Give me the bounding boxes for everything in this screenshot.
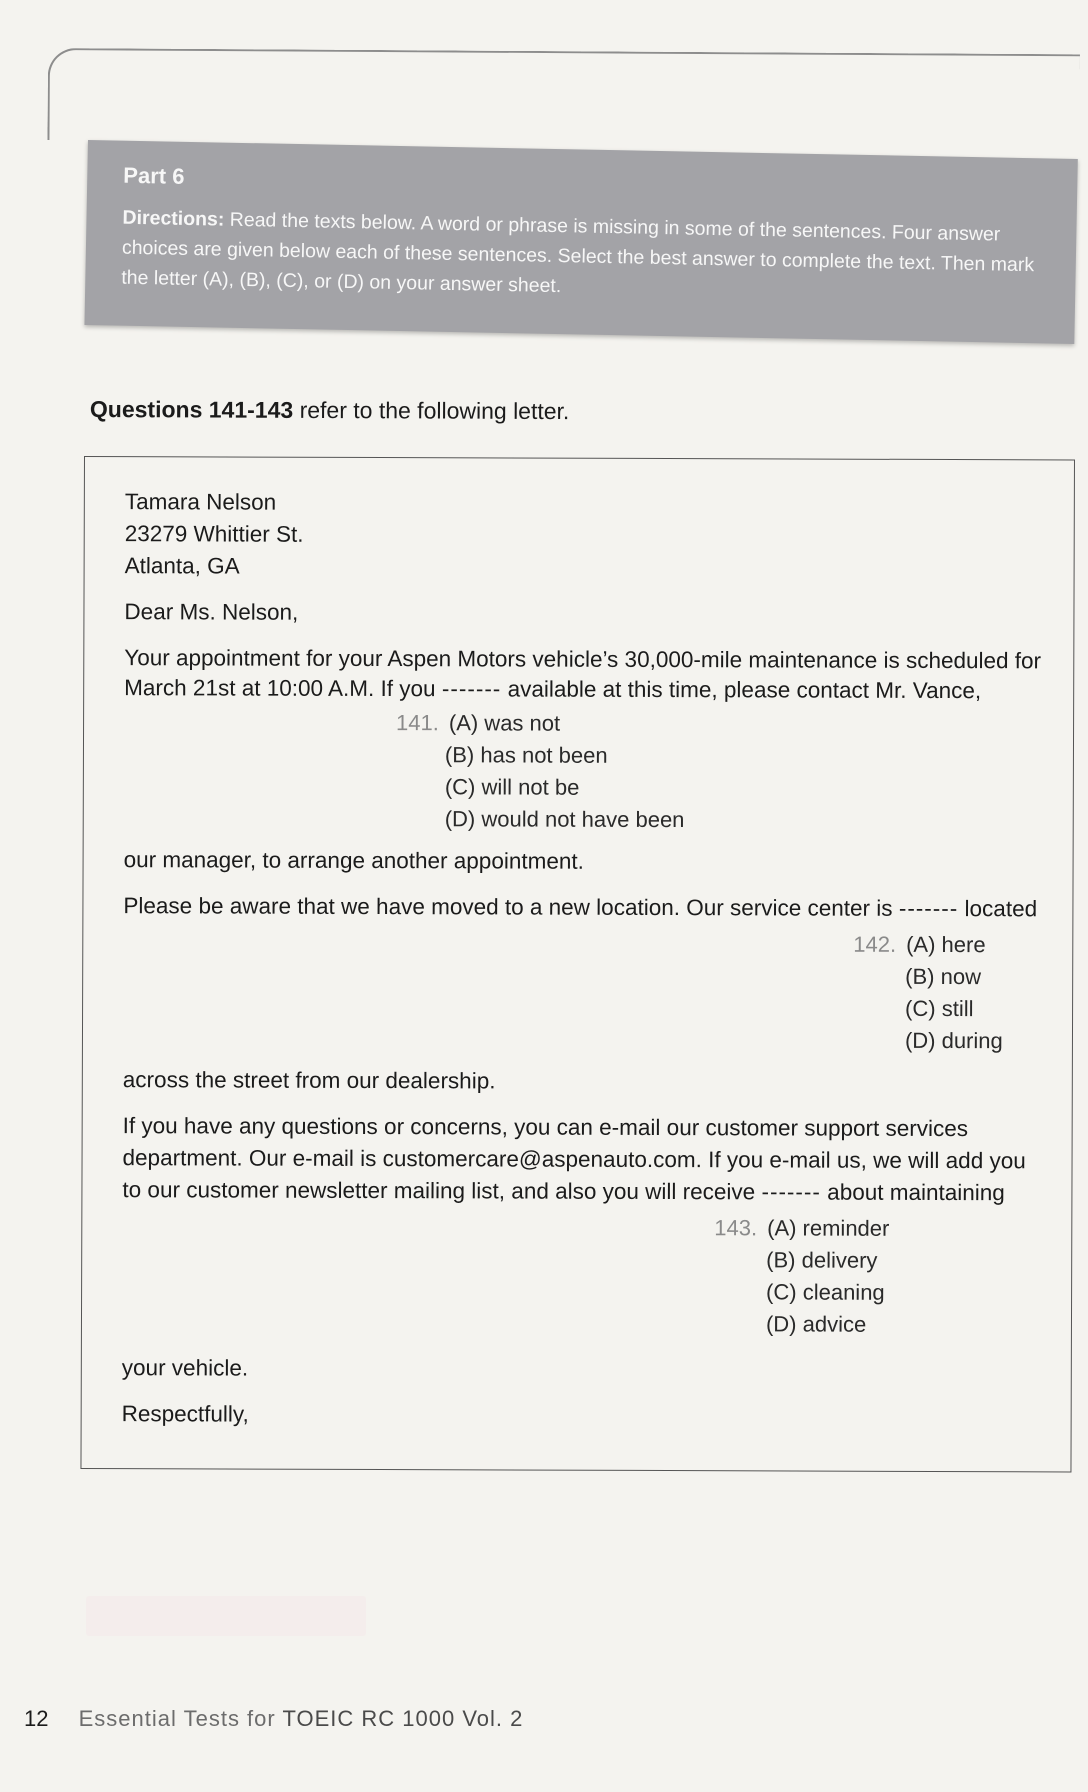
page-edge xyxy=(47,48,1080,146)
directions-text xyxy=(121,203,1047,311)
q143-option-a: 143. (A) reminder xyxy=(714,1215,890,1241)
q141-option-b: (B) has not been xyxy=(444,742,608,768)
question-heading-rest: refer to the following letter. xyxy=(299,396,570,425)
book-title: Essential Tests for TOEIC RC 1000 Vol. 2 xyxy=(78,1706,524,1731)
salutation: Dear Ms. Nelson, xyxy=(124,599,299,625)
paragraph2-end: located xyxy=(964,896,1038,922)
paragraph3-line3-start: to our customer newsletter mailing list, and also you will receive xyxy=(122,1177,756,1205)
page-number: 12 xyxy=(24,1706,49,1731)
address-city: Atlanta, GA xyxy=(124,553,240,579)
q142-option-c: (C) still xyxy=(905,995,974,1022)
paragraph2-line1 xyxy=(123,891,1037,924)
letter-box xyxy=(80,456,1075,1472)
part-title: Part 6 xyxy=(123,162,185,189)
q143-option-d: (D) advice xyxy=(765,1311,867,1337)
paragraph1-line2 xyxy=(124,673,981,706)
paragraph2-start: Please be aware that we have moved to a new location. Our service center is xyxy=(123,893,893,921)
blank-141: ------- xyxy=(441,676,502,702)
blank-142: ------- xyxy=(898,895,959,922)
q143-option-c: (C) cleaning xyxy=(766,1279,885,1305)
paragraph1-line2-start: March 21st at 10:00 A.M. If you xyxy=(124,675,436,702)
q141-option-a: 141. (A) was not xyxy=(396,710,561,736)
directions-label: Directions: xyxy=(122,206,225,231)
page-footer xyxy=(24,1706,523,1732)
paragraph3-line3-end: about maintaining xyxy=(827,1179,1005,1206)
blank-143: ------- xyxy=(761,1179,821,1205)
q141-number: 141. xyxy=(396,710,439,736)
q141-option-c: (C) will not be xyxy=(444,774,580,800)
q142-option-d: (D) during xyxy=(904,1027,1003,1054)
paragraph3-line1: If you have any questions or concerns, you can e-mail our customer support services xyxy=(122,1113,969,1142)
paragraph1-line2-end: available at this time, please contact Mr. Vance, xyxy=(507,676,982,704)
address-street: 23279 Whittier St. xyxy=(124,521,304,547)
paragraph3-line2: department. Our e-mail is customercare@aspenauto.com. If you e-mail us, we will add you xyxy=(122,1145,1026,1174)
q143-option-b: (B) delivery xyxy=(766,1247,878,1273)
faded-label xyxy=(86,1596,366,1636)
paragraph3-line3 xyxy=(122,1175,1005,1208)
paragraph3-continued: your vehicle. xyxy=(121,1355,249,1381)
paragraph1-line1: Your appointment for your Aspen Motors vehicle’s 30,000-mile maintenance is scheduled for xyxy=(124,645,1042,674)
q142-option-b: (B) now xyxy=(905,963,982,990)
directions-box xyxy=(84,140,1077,344)
paragraph2-continued: across the street from our dealership. xyxy=(122,1067,496,1094)
questions-heading xyxy=(90,396,570,425)
q142-number: 142. xyxy=(853,931,897,957)
address-name: Tamara Nelson xyxy=(124,489,277,515)
question-range: Questions 141-143 xyxy=(89,396,294,423)
q141-option-d: (D) would not have been xyxy=(444,806,685,833)
q143-number: 143. xyxy=(714,1215,758,1241)
q142-option-a: 142. (A) here xyxy=(853,931,986,958)
paragraph1-continued: our manager, to arrange another appointment. xyxy=(123,847,584,874)
directions-body: Read the texts below. A word or phrase is missing in some of the sentences. Four answer choices are given below each of these sentences. Select the best answer to complete the text. Then mark the letter (A), (B), (C), or (D) on your answer sheet. xyxy=(121,208,1035,298)
closing: Respectfully, xyxy=(121,1401,249,1427)
